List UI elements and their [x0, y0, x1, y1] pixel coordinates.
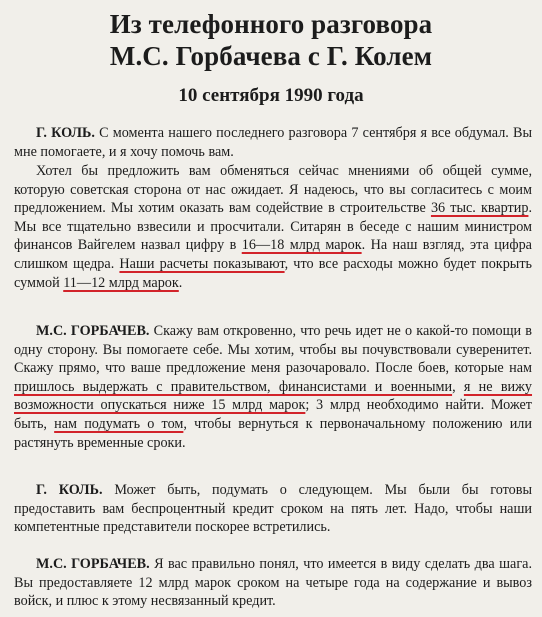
- paragraph-text: , что все расходы можно будет покрыть суммой: [14, 255, 533, 291]
- paragraph-text: , чтобы вернуться к первоначальному положению или растянуть временные сроки.: [14, 415, 532, 451]
- paragraph-text: ,: [452, 378, 464, 395]
- speaker-label: Г. КОЛЬ.: [36, 482, 103, 498]
- document-title-line-1: Из телефонного разговора: [109, 9, 433, 39]
- paragraph-gorbachev-2: [14, 555, 532, 611]
- paragraph-text: Хотел бы предложить вам обменяться сейчас мнениями об общей сумме, которую советская сторона от нас ожидает. Я надеюсь, что вы согласитесь с моим предложением. Мы хотим оказать вам содействие в строительстве: [14, 163, 532, 217]
- underlined-phrase: 11—12 млрд марок: [63, 274, 179, 291]
- paragraph-text: Может быть, подумать о следующем. Мы были бы готовы предоставить вам беспроцентный кредит сроком на пять лет. Надо, чтобы наши компетентные представители поскорее встретились.: [14, 482, 533, 536]
- paragraph-gorbachev-1: [14, 322, 532, 452]
- paragraph-kohl-1: [14, 124, 532, 161]
- document-title-line-2: М.С. Горбачева с Г. Колем: [109, 41, 433, 71]
- paragraph-kohl-2: [14, 162, 532, 292]
- underlined-phrase: 16—18 млрд марок: [241, 237, 362, 254]
- speaker-label: М.С. ГОРБАЧЕВ.: [36, 556, 150, 572]
- underlined-phrase: пришлось выдержать с правительством, финансистами и военными: [14, 378, 453, 395]
- paragraph-text: Скажу вам откровенно, что речь идет не о какой-то помощи в одну сторону. Вы помогаете себе. Мы хотим, чтобы вы почувствовали суверенитет. Скажу прямо, что ваше предложение меня разочаровало. После боев, которые нам: [14, 323, 532, 377]
- document-date: 10 сентября 1990 года: [178, 85, 364, 106]
- paragraph-text: .: [178, 274, 183, 291]
- paragraph-text: . На наш взгляд, эта цифра слишком щедра.: [14, 237, 532, 272]
- paragraph-text: . Мы все тщательно взвесили и просчитали. Ситарян в беседе с нашим министром финансов Вайгелем назвал цифру в: [14, 200, 532, 254]
- underlined-phrase: нам подумать о том: [54, 415, 184, 432]
- speaker-label: Г. КОЛЬ.: [36, 125, 95, 141]
- underlined-phrase: 36 тыс. квартир: [430, 200, 529, 217]
- speaker-label: М.С. ГОРБАЧЕВ.: [36, 323, 150, 339]
- underlined-phrase: Наши расчеты показывают: [119, 255, 285, 272]
- paragraph-text: С момента нашего последнего разговора 7 сентября я все обдумал. Вы мне помогаете, и я хочу помочь вам.: [14, 125, 532, 160]
- underlined-phrase: я не вижу возможности опускаться ниже 15 млрд марок: [14, 378, 533, 414]
- paragraph-text: Я вас правильно понял, что имеется в виду сделать два шага. Вы предоставляете 12 млрд марок сроком на четыре года на содержание и вывоз войск, и плюс к этому несвязанный кредит.: [14, 556, 532, 610]
- paragraph-text: ; 3 млрд необходимо найти. Может быть,: [14, 397, 532, 432]
- paragraph-kohl-3: [14, 481, 532, 537]
